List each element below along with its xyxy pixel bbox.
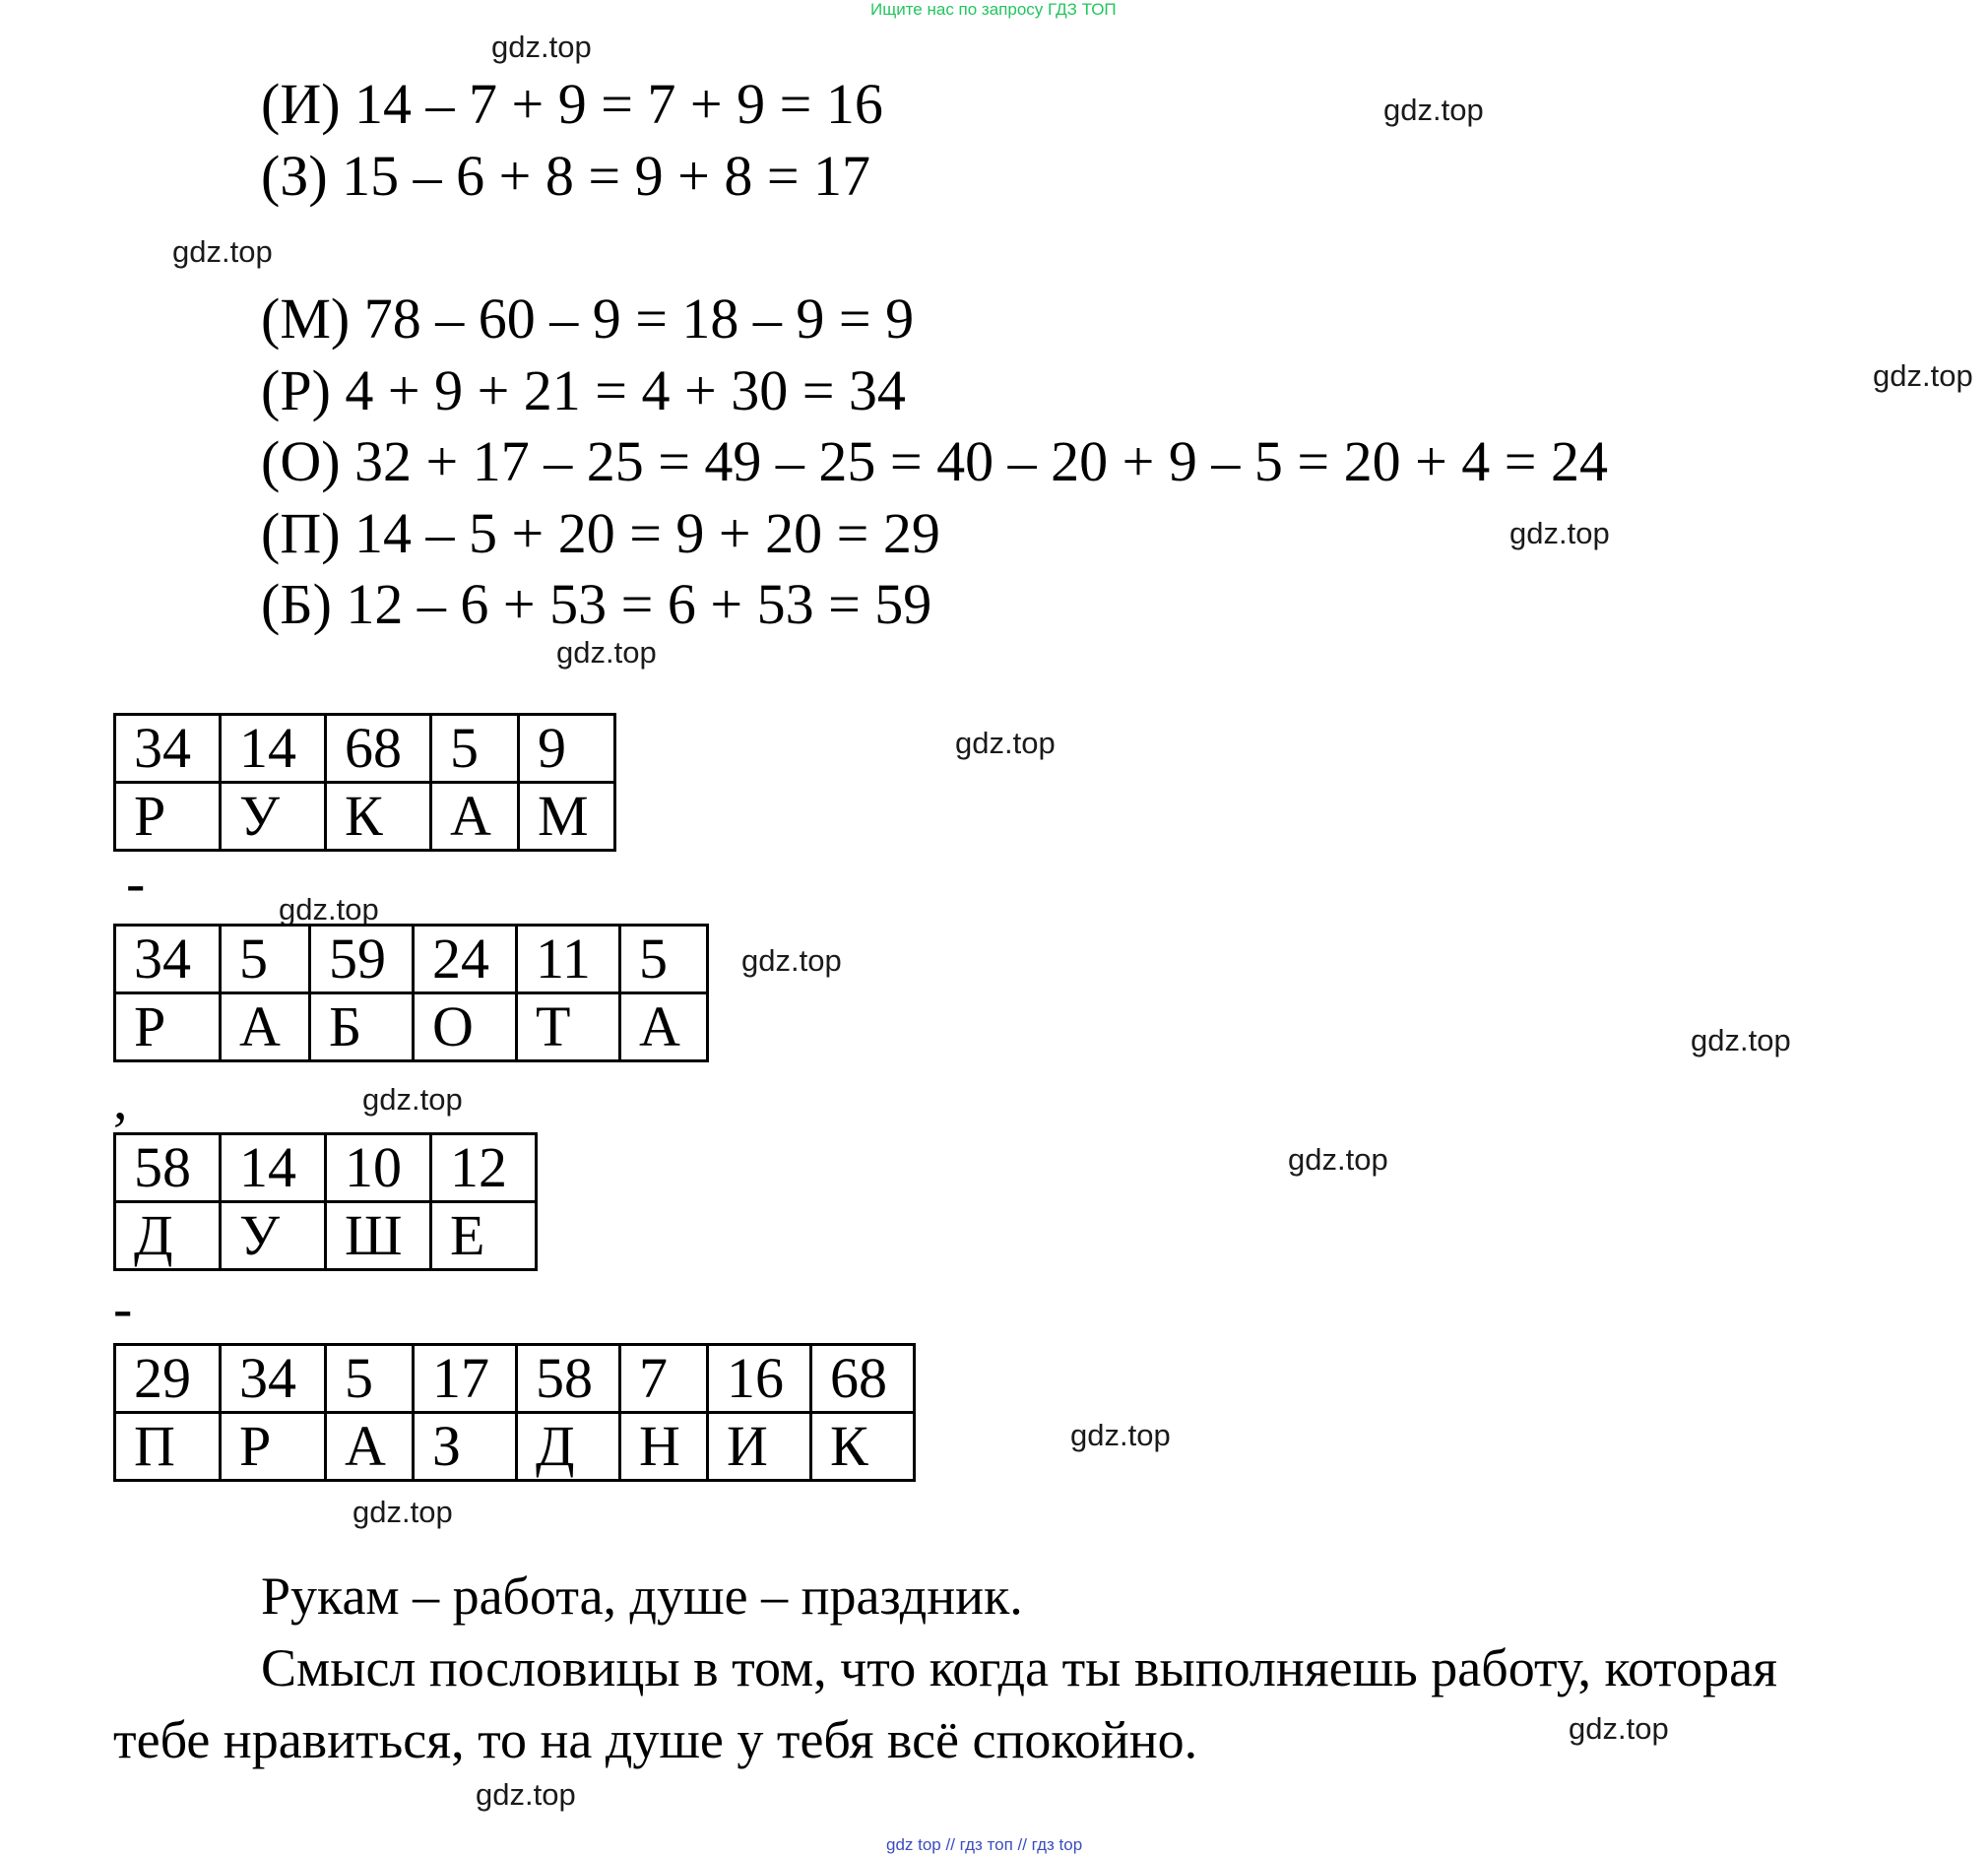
number-cell: 29 xyxy=(115,1345,221,1413)
letter-cell: К xyxy=(326,783,431,851)
number-cell: 34 xyxy=(115,926,221,993)
equation-line: (З) 15 – 6 + 8 = 9 + 8 = 17 xyxy=(261,144,871,208)
letter-cell: Д xyxy=(115,1202,221,1270)
separator-dash: - xyxy=(126,851,146,915)
separator-comma: , xyxy=(113,1067,128,1131)
number-cell: 68 xyxy=(326,715,431,783)
letter-cell: И xyxy=(708,1413,811,1481)
letter-cell: А xyxy=(326,1413,414,1481)
number-cell: 14 xyxy=(221,1134,326,1202)
letter-row xyxy=(115,1202,537,1270)
letter-row xyxy=(115,1413,915,1481)
watermark: gdz.top xyxy=(172,234,273,269)
letter-cell: Д xyxy=(517,1413,620,1481)
number-cell: 12 xyxy=(431,1134,537,1202)
number-cell: 5 xyxy=(431,715,519,783)
letter-cell: О xyxy=(414,993,517,1061)
number-row xyxy=(115,1134,537,1202)
letter-cell: З xyxy=(414,1413,517,1481)
watermark: gdz.top xyxy=(476,1777,576,1812)
watermark: gdz.top xyxy=(1873,358,1973,393)
watermark: gdz.top xyxy=(1569,1711,1669,1746)
number-cell: 16 xyxy=(708,1345,811,1413)
letter-cell: Т xyxy=(517,993,620,1061)
number-cell: 34 xyxy=(115,715,221,783)
letter-cell: Р xyxy=(115,783,221,851)
letter-cell: М xyxy=(519,783,615,851)
watermark: gdz.top xyxy=(353,1495,453,1529)
number-cell: 9 xyxy=(519,715,615,783)
letter-cell: А xyxy=(431,783,519,851)
cipher-table-prazdnik xyxy=(113,1343,916,1482)
explanation-line: тебе нравиться, то на душе у тебя всё спокойно. xyxy=(113,1710,1198,1769)
letter-cell: Б xyxy=(310,993,414,1061)
cipher-table-dushe xyxy=(113,1132,538,1271)
watermark: gdz.top xyxy=(1288,1142,1388,1177)
number-cell: 58 xyxy=(115,1134,221,1202)
number-cell: 68 xyxy=(811,1345,915,1413)
proverb-text: Рукам – работа, душе – праздник. xyxy=(261,1567,1023,1626)
letter-cell: Е xyxy=(431,1202,537,1270)
number-cell: 34 xyxy=(221,1345,326,1413)
number-cell: 5 xyxy=(221,926,310,993)
number-row xyxy=(115,1345,915,1413)
watermark: gdz.top xyxy=(1383,93,1484,127)
cipher-table-rabota xyxy=(113,924,709,1062)
equation-line: (П) 14 – 5 + 20 = 9 + 20 = 29 xyxy=(261,501,940,565)
letter-row xyxy=(115,993,708,1061)
separator-dash: - xyxy=(113,1276,133,1340)
number-cell: 17 xyxy=(414,1345,517,1413)
letter-cell: А xyxy=(221,993,310,1061)
number-cell: 24 xyxy=(414,926,517,993)
equation-line: (Б) 12 – 6 + 53 = 6 + 53 = 59 xyxy=(261,572,932,636)
number-cell: 10 xyxy=(326,1134,431,1202)
letter-cell: Р xyxy=(115,993,221,1061)
watermark: gdz.top xyxy=(1070,1418,1171,1452)
equation-line: (М) 78 – 60 – 9 = 18 – 9 = 9 xyxy=(261,287,915,351)
number-cell: 7 xyxy=(620,1345,708,1413)
watermark: gdz.top xyxy=(491,30,592,64)
number-cell: 5 xyxy=(620,926,708,993)
number-row xyxy=(115,715,615,783)
equation-line: (О) 32 + 17 – 25 = 49 – 25 = 40 – 20 + 9 – 5 = 20 + 4 = 24 xyxy=(261,429,1608,493)
letter-cell: У xyxy=(221,783,326,851)
watermark: gdz.top xyxy=(1691,1023,1791,1057)
equation-line: (Р) 4 + 9 + 21 = 4 + 30 = 34 xyxy=(261,358,906,422)
number-cell: 59 xyxy=(310,926,414,993)
number-cell: 14 xyxy=(221,715,326,783)
top-banner[interactable]: Ищите нас по запросу ГДЗ ТОП xyxy=(870,0,1117,19)
letter-cell: Ш xyxy=(326,1202,431,1270)
letter-cell: У xyxy=(221,1202,326,1270)
letter-cell: К xyxy=(811,1413,915,1481)
watermark: gdz.top xyxy=(741,943,842,978)
equation-line: (И) 14 – 7 + 9 = 7 + 9 = 16 xyxy=(261,72,883,136)
letter-cell: Р xyxy=(221,1413,326,1481)
letter-cell: Н xyxy=(620,1413,708,1481)
number-cell: 5 xyxy=(326,1345,414,1413)
footer-links[interactable]: gdz top // гдз топ // гдз top xyxy=(886,1835,1083,1854)
letter-cell: А xyxy=(620,993,708,1061)
number-cell: 11 xyxy=(517,926,620,993)
letter-row xyxy=(115,783,615,851)
number-row xyxy=(115,926,708,993)
watermark: gdz.top xyxy=(955,726,1056,760)
cipher-table-rukam xyxy=(113,713,616,852)
watermark: gdz.top xyxy=(279,892,379,927)
watermark: gdz.top xyxy=(362,1082,463,1117)
watermark: gdz.top xyxy=(556,635,657,670)
explanation-line: Смысл пословицы в том, что когда ты выполняешь работу, которая xyxy=(261,1638,1777,1697)
watermark: gdz.top xyxy=(1509,516,1610,550)
number-cell: 58 xyxy=(517,1345,620,1413)
letter-cell: П xyxy=(115,1413,221,1481)
